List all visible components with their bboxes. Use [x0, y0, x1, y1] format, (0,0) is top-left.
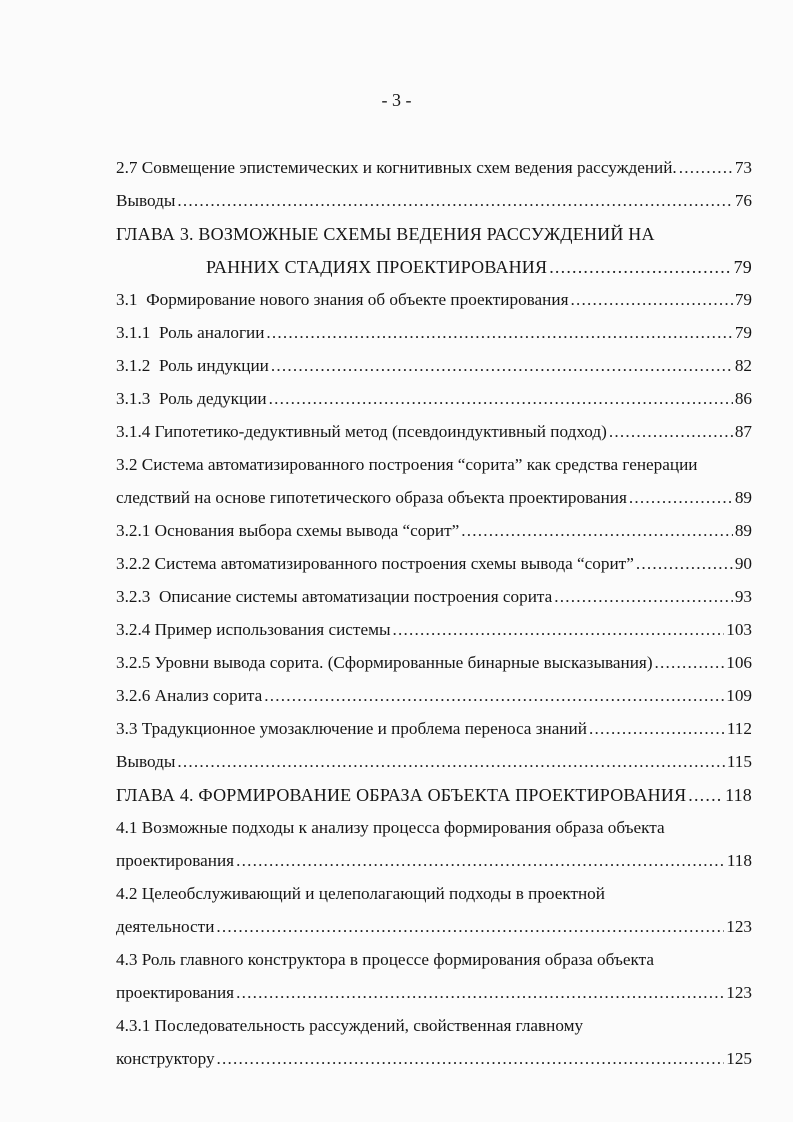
toc-entry-3-1-3: [116, 386, 752, 412]
toc-entry-page: 123: [726, 917, 752, 936]
toc-entry-title: Выводы: [116, 752, 176, 771]
toc-leader-dots: [177, 749, 724, 775]
toc-leader-dots: [236, 980, 724, 1006]
toc-entry-3-2-3: [116, 584, 752, 610]
toc-entry-3-2-2: [116, 551, 752, 577]
toc-entry-page: 106: [726, 653, 752, 672]
toc-leader-dots: [217, 1046, 725, 1072]
toc-entry-2-7: [116, 155, 752, 181]
toc-entry-title: 3.2 Система автоматизированного построения “сорита” как средства генерации: [116, 455, 698, 474]
toc-entry-title: 2.7 Совмещение эпистемических и когнитивных схем ведения рассуждений.: [116, 158, 677, 177]
toc-leader-dots: [589, 716, 725, 742]
toc-chapter-3-heading-cont: [206, 254, 752, 280]
toc-entry-3-1-1: [116, 320, 752, 346]
toc-entry-conclusions-ch3: [116, 749, 752, 775]
toc-leader-dots: [269, 386, 733, 412]
toc-entry-title: 4.2 Целеобслуживающий и целеполагающий подходы в проектной: [116, 884, 605, 903]
toc-leader-dots: [461, 518, 733, 544]
toc-entry-conclusions-ch2: [116, 188, 752, 214]
toc-entry-page: 112: [726, 719, 752, 738]
toc-entry-title: проектирования: [116, 983, 235, 1002]
toc-entry-page: 89: [734, 488, 752, 507]
toc-entry-title: 3.1.1 Роль аналогии: [116, 323, 265, 342]
toc-entry-title: 3.2.5 Уровни вывода сорита. (Сформированные бинарные высказывания): [116, 653, 653, 672]
toc-entry-title: проектирования: [116, 851, 235, 870]
toc-entry-title: РАННИХ СТАДИЯХ ПРОЕКТИРОВАНИЯ: [206, 257, 548, 277]
toc-entry-4-3: [116, 947, 752, 973]
toc-leader-dots: [216, 914, 724, 940]
toc-entry-page: 76: [734, 191, 752, 210]
toc-entry-3-3: [116, 716, 752, 742]
toc-entry-page: 118: [726, 851, 752, 870]
toc-entry-page: 123: [726, 983, 752, 1002]
toc-entry-page: 86: [734, 389, 752, 408]
toc-entry-title: следствий на основе гипотетического образа объекта проектирования: [116, 488, 627, 507]
toc-entry-page: 93: [734, 587, 752, 606]
toc-entry-4-3-1: [116, 1013, 752, 1039]
toc-leader-dots: [679, 155, 733, 181]
toc-entry-title: 3.1.3 Роль дедукции: [116, 389, 267, 408]
toc-entry-4-3-1-cont: [116, 1046, 752, 1072]
toc-leader-dots: [629, 485, 733, 511]
toc-leader-dots: [688, 782, 723, 808]
toc-leader-dots: [549, 254, 731, 280]
toc-entry-title: 3.1.2 Роль индукции: [116, 356, 269, 375]
toc-entry-3-2-cont: [116, 485, 752, 511]
toc-entry-page: 118: [725, 785, 752, 805]
toc-entry-4-2-cont: [116, 914, 752, 940]
toc-leader-dots: [264, 683, 724, 709]
toc-entry-page: 90: [734, 554, 752, 573]
toc-entry-page: 79: [733, 257, 752, 277]
toc-leader-dots: [393, 617, 725, 643]
toc-chapter-4-heading: [116, 782, 752, 808]
toc-leader-dots: [266, 320, 732, 346]
page-number: - 3 -: [381, 90, 412, 110]
toc-entry-title: 3.3 Традукционное умозаключение и проблема переноса знаний: [116, 719, 587, 738]
toc-entry-3-2: [116, 452, 752, 478]
toc-entry-page: 125: [726, 1049, 752, 1068]
toc-entry-3-1-2: [116, 353, 752, 379]
toc-leader-dots: [655, 650, 725, 676]
toc-entry-title: 3.1 Формирование нового знания об объекте проектирования: [116, 290, 569, 309]
toc-entry-3-2-4: [116, 617, 752, 643]
toc-leader-dots: [609, 419, 733, 445]
toc-leader-dots: [636, 551, 733, 577]
toc-entry-title: 3.2.2 Система автоматизированного построения схемы вывода “сорит”: [116, 554, 634, 573]
toc-leader-dots: [271, 353, 733, 379]
toc-chapter-3-heading: [116, 221, 752, 247]
toc-entry-page: 115: [726, 752, 752, 771]
toc-entry-page: 82: [734, 356, 752, 375]
toc-entry-title: 4.3 Роль главного конструктора в процессе формирования образа объекта: [116, 950, 654, 969]
toc-entry-3-2-6: [116, 683, 752, 709]
toc-entry-4-1-cont: [116, 848, 752, 874]
toc-entry-3-1-4: [116, 419, 752, 445]
toc-leader-dots: [177, 188, 732, 214]
toc-entry-title: ГЛАВА 4. ФОРМИРОВАНИЕ ОБРАЗА ОБЪЕКТА ПРОЕКТИРОВАНИЯ: [116, 785, 687, 805]
toc-entry-title: 4.3.1 Последовательность рассуждений, свойственная главному: [116, 1016, 584, 1035]
toc-leader-dots: [236, 848, 725, 874]
toc-entry-title: 3.2.1 Основания выбора схемы вывода “сорит”: [116, 521, 460, 540]
toc-entry-title: 3.2.6 Анализ сорита: [116, 686, 263, 705]
toc-entry-page: 79: [734, 290, 752, 309]
toc-entry-title: Выводы: [116, 191, 176, 210]
toc-entry-title: деятельности: [116, 917, 215, 936]
toc-entry-3-2-1: [116, 518, 752, 544]
toc-entry-title: ГЛАВА 3. ВОЗМОЖНЫЕ СХЕМЫ ВЕДЕНИЯ РАССУЖДЕНИЙ НА: [116, 224, 655, 244]
toc-entry-page: 87: [734, 422, 752, 441]
toc-entry-page: 109: [726, 686, 752, 705]
toc-entry-4-3-cont: [116, 980, 752, 1006]
toc-entry-4-1: [116, 815, 752, 841]
toc-entry-page: 103: [726, 620, 752, 639]
toc-leader-dots: [570, 287, 732, 313]
toc-entry-title: 3.2.4 Пример использования системы: [116, 620, 391, 639]
toc-leader-dots: [554, 584, 733, 610]
toc-entry-page: 89: [734, 521, 752, 540]
toc-entry-4-2: [116, 881, 752, 907]
toc-entry-title: 3.1.4 Гипотетико-дедуктивный метод (псевдоиндуктивный подход): [116, 422, 607, 441]
toc-entry-title: 4.1 Возможные подходы к анализу процесса формирования образа объекта: [116, 818, 665, 837]
toc-entry-3-2-5: [116, 650, 752, 676]
toc-entry-title: конструктору: [116, 1049, 215, 1068]
toc-entry-title: 3.2.3 Описание системы автоматизации построения сорита: [116, 587, 553, 606]
toc-entry-3-1: [116, 287, 752, 313]
toc-entry-page: 73: [734, 158, 752, 177]
toc-entry-page: 79: [734, 323, 752, 342]
